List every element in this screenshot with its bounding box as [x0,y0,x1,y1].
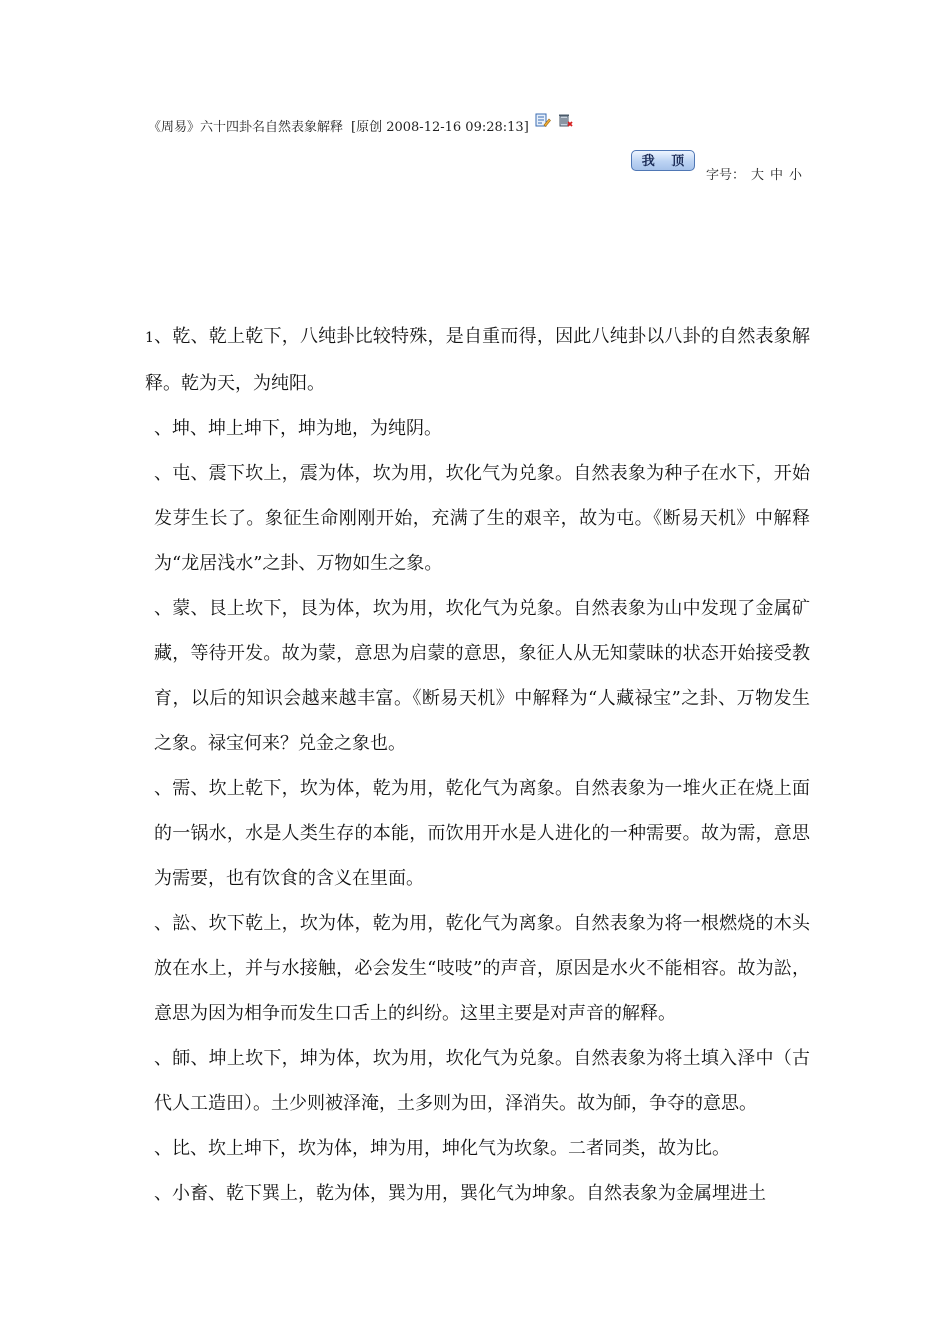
paragraph-text: 、需、坎上乾下，坎为体，乾为用，乾化气为离象。自然表象为一堆火正在烧上面的一锅水，水是人类生存的本能，而饮用开水是人进化的一种需要。故为需，意思为需要，也有饮食的含义在里面。 [154,778,810,889]
font-size-large[interactable]: 大 [751,168,765,183]
font-size-medium[interactable]: 中 [770,168,784,183]
paragraph [145,766,810,901]
paragraph [145,1126,810,1171]
paragraph [145,314,810,406]
post-header [148,116,573,135]
paragraph-text: 、小畜、乾下巽上，乾为体，巽为用，巽化气为坤象。自然表象为金属埋进土 [154,1183,766,1204]
paragraph-text: 、師、坤上坎下，坤为体，坎为用，坎化气为兑象。自然表象为将土填入泽中（古代人工造田）。土少则被泽淹，土多则为田，泽消失。故为師，争夺的意思。 [154,1048,810,1114]
paragraph [145,901,810,1036]
font-size-selector [706,164,802,183]
paragraph-text: 、坤、坤上坤下，坤为地，为纯阴。 [154,418,442,439]
font-size-small[interactable]: 小 [789,168,803,183]
paragraph [145,406,810,451]
post-meta: [原创 2008-12-16 09:28:13] [351,120,529,135]
post-title: 《周易》六十四卦名自然表象解释 [148,120,344,135]
paragraph-text: 、乾、乾上乾下，八纯卦比较特殊，是自重而得，因此八纯卦以八卦的自然表象解释。乾为天，为纯阳。 [145,326,810,394]
paragraph [145,586,810,766]
delete-icon[interactable] [557,112,573,128]
top-button[interactable]: 我 顶 [631,150,695,171]
paragraph-text: 、屯、震下坎上，震为体，坎为用，坎化气为兑象。自然表象为种子在水下，开始发芽生长了。象征生命刚刚开始，充满了生的艰辛，故为屯。《断易天机》中解释为“龙居浅水”之卦、万物如生之象。 [154,463,810,574]
article-body [145,314,810,1216]
paragraph-text: 、蒙、艮上坎下，艮为体，坎为用，坎化气为兑象。自然表象为山中发现了金属矿藏，等待开发。故为蒙，意思为启蒙的意思，象征人从无知蒙昧的状态开始接受教育，以后的知识会越来越丰富。《断易天机》中解释为“人藏禄宝”之卦、万物发生之象。禄宝何来？兑金之象也。 [154,598,810,754]
paragraph-text: 、訟、坎下乾上，坎为体，乾为用，乾化气为离象。自然表象为将一根燃烧的木头放在水上，并与水接触，必会发生“吱吱”的声音，原因是水火不能相容。故为訟，意思为因为相争而发生口舌上的纠纷。这里主要是对声音的解释。 [154,913,810,1024]
paragraph-text: 、比、坎上坤下，坎为体，坤为用，坤化气为坎象。二者同类，故为比。 [154,1138,730,1159]
edit-icon[interactable] [535,112,551,128]
paragraph [145,451,810,586]
font-size-label: 字号： [706,168,746,183]
item-number: 1 [145,330,154,346]
paragraph [145,1036,810,1126]
paragraph [145,1171,810,1216]
